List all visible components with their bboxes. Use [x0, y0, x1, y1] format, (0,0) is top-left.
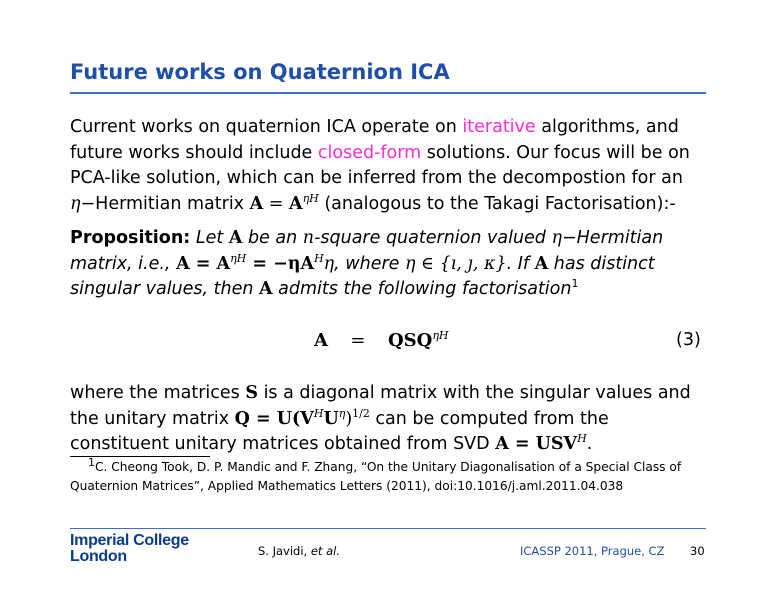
after-math-4-sup: H — [577, 432, 587, 446]
intro-paragraph — [70, 115, 710, 217]
prop-math-1: A = A — [176, 253, 231, 274]
equation-lhs: A — [314, 330, 328, 351]
author-etal: et al. — [310, 544, 340, 558]
footnote-text: C. Cheong Took, D. P. Mandic and F. Zhang, “On the Unitary Diagonalisation of a Special Class of Quaternion Matrices”, Applied Mathematics Letters (2011), doi:10.1016/j.aml.2011.04.038 — [70, 460, 682, 493]
intro-text-3: solutions. Our focus will be on PCA-like solution, which can be inferred from the decompostion for an — [70, 142, 690, 188]
proposition-label: Proposition: — [70, 228, 191, 248]
intro-text-4: −Hermitian matrix — [80, 193, 250, 214]
equation-3 — [314, 330, 449, 351]
imperial-college-logo — [70, 533, 189, 565]
prop-text-1: Let — [190, 228, 229, 248]
equation-rhs: QSQ — [387, 330, 433, 351]
after-math-1: Q = U(V — [234, 408, 314, 429]
prop-eta: η — [551, 228, 562, 248]
prop-math-4: η ∈ {ı, ȷ, κ} — [405, 253, 507, 274]
intro-text-2: algorithms, and future works should include — [70, 117, 679, 163]
prop-matrix-a3: A — [259, 279, 273, 299]
prop-text-4: −Hermitian matrix, i.e., — [70, 228, 664, 274]
intro-equals: = — [263, 193, 289, 214]
prop-matrix-a2: A — [534, 253, 549, 274]
intro-text-1: Current works on quaternion ICA operate on — [70, 117, 463, 137]
title-divider — [70, 92, 706, 94]
intro-text-5: (analogous to the Takagi Factorisation):- — [318, 193, 676, 214]
footer-conference: ICASSP 2011, Prague, CZ — [520, 544, 665, 558]
prop-math-2: = −ηA — [246, 253, 315, 274]
footnote — [70, 455, 710, 496]
intro-matrix-a2: A — [288, 193, 303, 214]
after-math-3: ) — [345, 408, 353, 429]
prop-math-2-sup: H — [314, 251, 324, 265]
prop-math-1-sup: ηH — [230, 251, 247, 265]
equation-number: (3) — [676, 330, 701, 350]
logo-line-2: London — [70, 548, 127, 565]
prop-matrix-a: A — [228, 228, 243, 248]
prop-text-8: admits the following factorisation — [272, 279, 572, 299]
equation-rhs-sup: ηH — [432, 329, 449, 342]
prop-text-7: has distinct singular values, then — [70, 253, 655, 299]
page-number: 30 — [690, 544, 705, 558]
footer-author — [258, 544, 340, 558]
iterative-highlight: iterative — [462, 117, 536, 137]
after-math-1-sup: H — [313, 406, 324, 420]
intro-sup: ηH — [302, 191, 319, 205]
slide-title: Future works on Quaternion ICA — [70, 60, 450, 84]
prop-n: n — [302, 228, 315, 248]
explanation-paragraph — [70, 381, 710, 458]
footer-divider — [70, 528, 706, 529]
after-math-3-sup: 1/2 — [352, 406, 370, 420]
closed-form-highlight: closed-form — [317, 142, 422, 163]
logo-line-1: Imperial College — [70, 532, 189, 549]
after-math-2-sup: η — [338, 406, 346, 420]
after-text-1: where the matrices — [70, 383, 246, 403]
author-name: S. Javidi, — [258, 544, 311, 558]
prop-math-3: η — [323, 253, 335, 274]
after-math-2: U — [323, 408, 339, 429]
footnote-mark: 1 — [88, 455, 95, 469]
after-math-4: A = USV — [495, 434, 578, 454]
after-text-2: is a diagonal matrix with the singular values and the unitary matrix — [70, 383, 691, 429]
prop-text-6: . If — [506, 253, 535, 274]
prop-text-2: be an — [242, 228, 303, 248]
equation-relation: = — [350, 330, 366, 351]
prop-text-3: -square quaternion valued — [314, 228, 552, 248]
prop-text-5: , where — [334, 253, 405, 274]
proposition-paragraph — [70, 226, 710, 303]
after-text-4: . — [586, 434, 593, 454]
footnote-reference: 1 — [571, 277, 579, 291]
after-matrix-s: S — [245, 383, 258, 403]
intro-matrix-a: A — [249, 193, 264, 214]
intro-eta: η — [70, 193, 81, 214]
after-text-3: can be computed from the constituent unitary matrices obtained from SVD — [70, 408, 609, 454]
